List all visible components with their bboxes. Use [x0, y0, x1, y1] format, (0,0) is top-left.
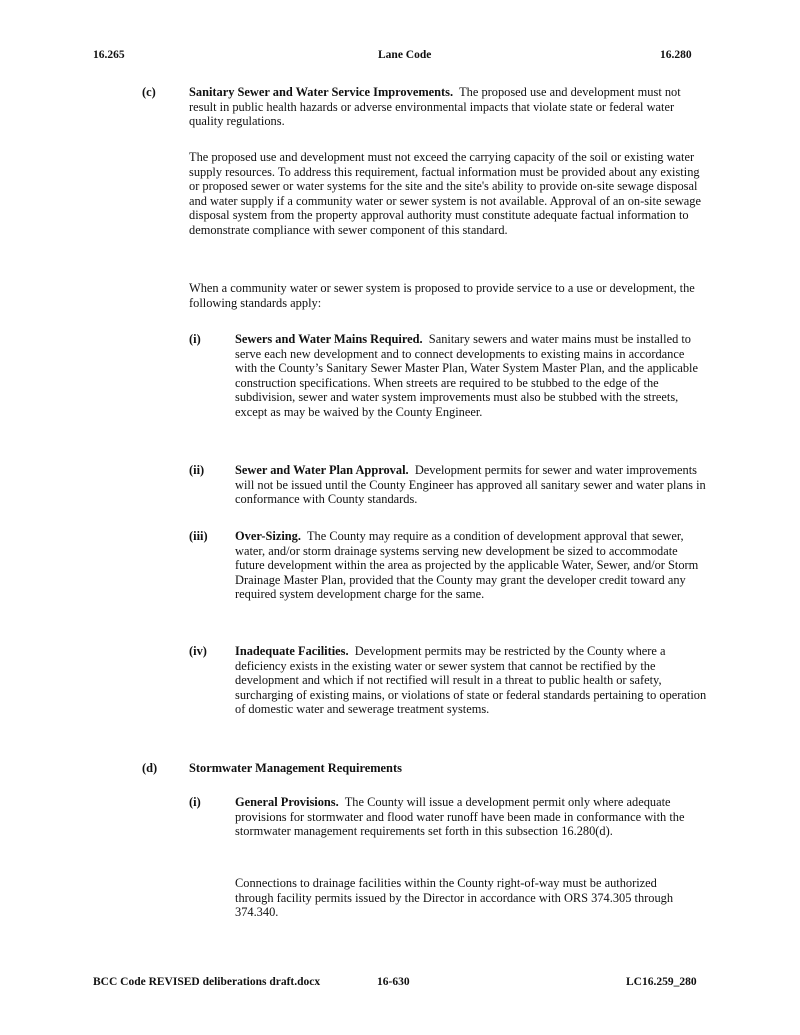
section-c-heading: Sanitary Sewer and Water Service Improvements. — [189, 85, 454, 99]
item-c-ii-label: (ii) — [189, 463, 205, 477]
footer-code-range: LC16.259_280 — [626, 976, 697, 988]
item-c-iii-text: The County may require as a condition of development approval that sewer, water, and/or storm drainage systems serving new development be sized to accommodate future development within the area as projected by the applicable Water, Sewer, and/or Storm Drainage Master Plan, provided that the County may grant the developer credit toward any required system development charge for the same. — [235, 529, 699, 602]
item-c-iii-body — [235, 529, 707, 602]
item-c-iii-heading: Over-Sizing. — [235, 529, 301, 543]
item-d-i-text: The County will issue a development permit only where adequate provisions for stormwater and flood water runoff have been made in conformance with the stormwater management requirements set forth in this subsection 16.280(d). — [235, 795, 685, 839]
item-c-ii-body — [235, 463, 707, 507]
item-c-i-label: (i) — [189, 332, 201, 346]
footer-filename: BCC Code REVISED deliberations draft.docx — [93, 976, 321, 988]
section-c-lead-paragraph — [189, 85, 701, 129]
section-d-label: (d) — [142, 761, 158, 775]
item-c-ii-text: Development permits for sewer and water improvements will not be issued until the County Engineer has approved all sanitary sewer and water plans in conformance with County standards. — [235, 463, 706, 507]
item-c-iii-label: (iii) — [189, 529, 208, 543]
header-title: Lane Code — [378, 49, 432, 61]
header-section-end: 16.280 — [660, 49, 692, 61]
item-d-i-heading: General Provisions. — [235, 795, 339, 809]
item-d-i-para2: Connections to drainage facilities within the County right-of-way must be authorized through facility permits issued by the Director in accordance with ORS 374.305 through 374.340. — [235, 876, 674, 920]
section-c-intro — [189, 85, 701, 129]
section-c-lead: The proposed use and development must not result in public health hazards or adverse environmental impacts that violate state or federal water quality regulations. — [189, 85, 681, 129]
item-c-i-body — [235, 332, 707, 420]
section-c-para3: When a community water or sewer system is proposed to provide service to a use or development, the following standards apply: — [189, 281, 695, 310]
item-c-iv-text: Development permits may be restricted by the County where a deficiency exists in the existing water or sewer system that cannot be rectified by the development and which if not rectified will result in a threat to public health or safety, surcharging of existing mains, or violations of state or federal standards pertaining to operation of domestic water and sewerage treatment systems. — [235, 644, 707, 717]
item-c-iv-body — [235, 644, 707, 717]
section-d-heading: Stormwater Management Requirements — [189, 761, 402, 775]
item-c-ii-heading: Sewer and Water Plan Approval. — [235, 463, 409, 477]
item-d-i-label: (i) — [189, 795, 201, 809]
section-c-para2: The proposed use and development must not exceed the carrying capacity of the soil or existing water supply resources. To address this requirement, factual information must be provided about any existing or proposed sewer or water systems for the site and the site's ability to provide on-site sewage disposal and water supply if a community water or sewer system is not available. Approval of an on-site sewage disposal system from the property approval authority must constitute adequate factual information to demonstrate compliance with sewer component of this standard. — [189, 150, 702, 237]
header-section-start: 16.265 — [93, 49, 125, 61]
item-c-i-heading: Sewers and Water Mains Required. — [235, 332, 423, 346]
item-c-iv-heading: Inadequate Facilities. — [235, 644, 349, 658]
item-c-i-text: Sanitary sewers and water mains must be installed to serve each new development and to connect developments to existing mains in accordance with the County’s Sanitary Sewer Master Plan, Water System Master Plan, and the applicable construction specifications. When streets are required to be stubbed to the edge of the subdivision, sewer and water system improvements must also be stubbed with the streets, except as may be waived by the County Engineer. — [235, 332, 698, 419]
footer-page-number: 16-630 — [377, 976, 410, 988]
item-d-i-body — [235, 795, 697, 839]
section-c-label: (c) — [142, 85, 156, 99]
item-c-iv-label: (iv) — [189, 644, 207, 658]
